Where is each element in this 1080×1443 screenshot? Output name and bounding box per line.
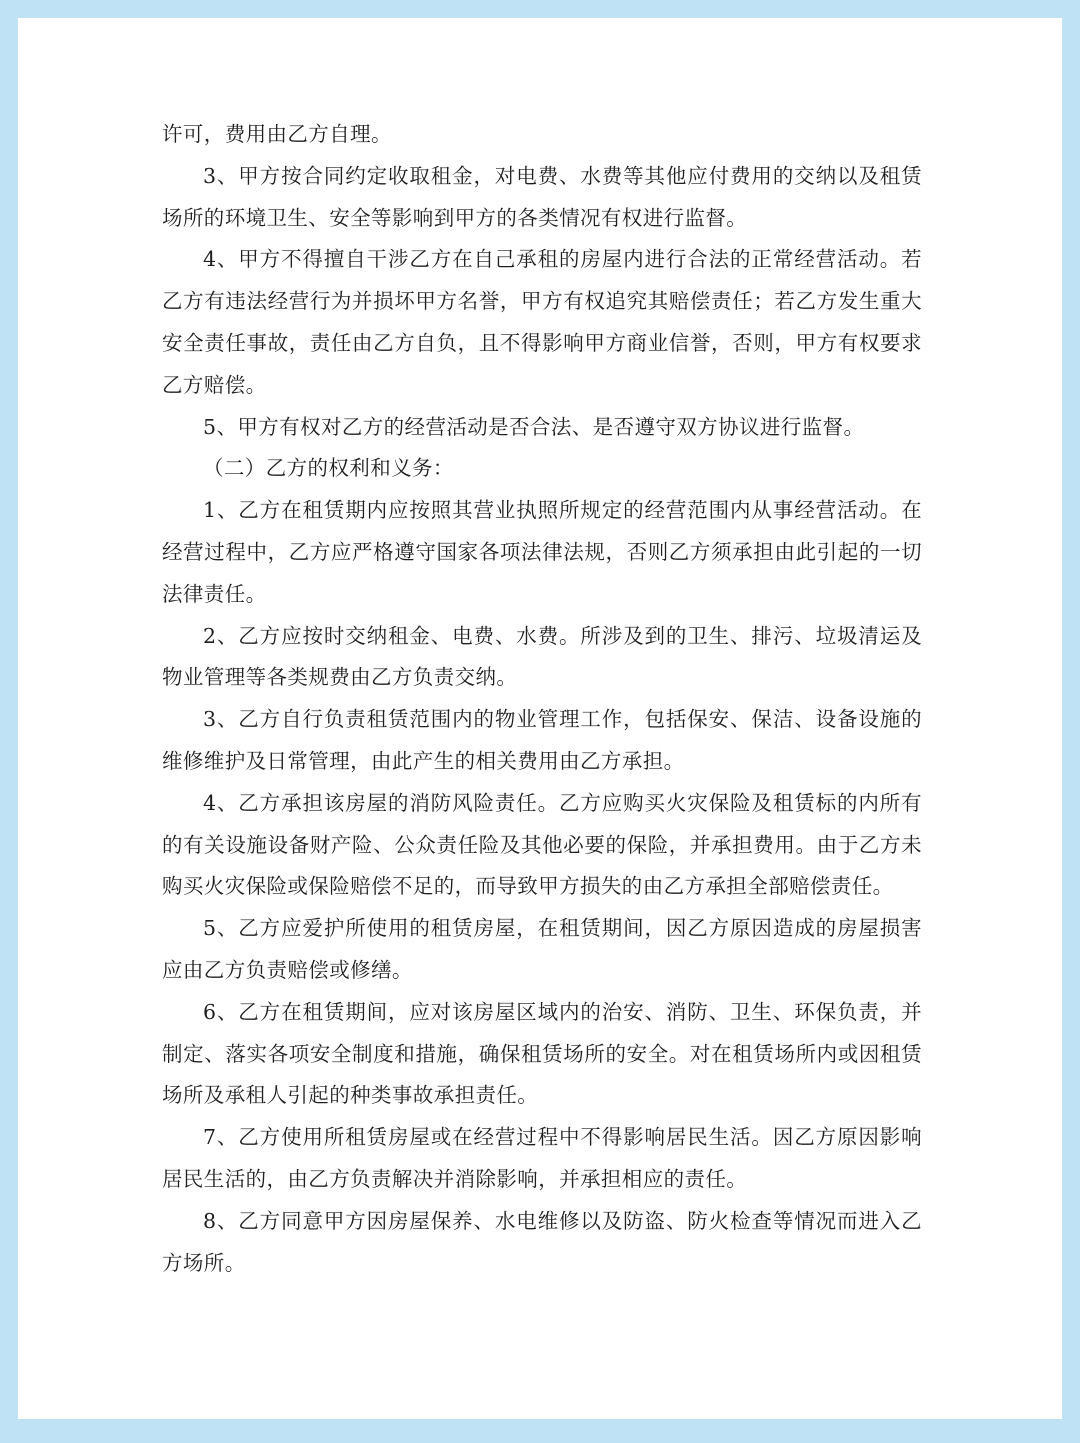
paragraph-lessee-clause-3: 3、乙方自行负责租赁范围内的物业管理工作，包括保安、保洁、设备设施的维修维护及日常管理，由此产生的相关费用由乙方承担。 [162, 707, 922, 773]
section-heading-lessee-rights: （二）乙方的权利和义务： [203, 456, 454, 481]
paragraph-lessee-clause-1: 1、乙方在租赁期内应按照其营业执照所规定的经营范围内从事经营活动。在经营过程中，乙方应严格遵守国家各项法律法规，否则乙方须承担由此引起的一切法律责任。 [162, 498, 922, 606]
paragraph-lessee-clause-2: 2、乙方应按时交纳租金、电费、水费。所涉及到的卫生、排污、垃圾清运及物业管理等各类规费由乙方负责交纳。 [162, 623, 922, 690]
paragraph-lessor-clause-3: 3、甲方按合同约定收取租金，对电费、水费等其他应付费用的交纳以及租赁场所的环境卫生、安全等影响到甲方的各类情况有权进行监督。 [162, 163, 922, 230]
paragraph-lessee-clause-6: 6、乙方在租赁期间，应对该房屋区域内的治安、消防、卫生、环保负责，并制定、落实各项安全制度和措施，确保租赁场所的安全。对在租赁场所内或因租赁场所及承租人引起的种类事故承担责任。 [162, 999, 922, 1108]
paragraph-lessor-clause-5: 5、甲方有权对乙方的经营活动是否合法、是否遵守双方协议进行监督。 [203, 414, 865, 439]
paragraph-lessor-clause-4: 4、甲方不得擅自干涉乙方在自己承租的房屋内进行合法的正常经营活动。若乙方有违法经营行为并损坏甲方名誉，甲方有权追究其赔偿责任；若乙方发生重大安全责任事故，责任由乙方自负，且不得影响甲方商业信誉，否则，甲方有权要求乙方赔偿。 [162, 247, 922, 397]
paragraph-continuation: 许可，费用由乙方自理。 [162, 122, 392, 146]
paragraph-lessee-clause-5: 5、乙方应爱护所使用的租赁房屋，在租赁期间，因乙方原因造成的房屋损害应由乙方负责赔偿或修缮。 [162, 916, 922, 982]
paragraph-lessee-clause-4: 4、乙方承担该房屋的消防风险责任。乙方应购买火灾保险及租赁标的内所有的有关设施设备财产险、公众责任险及其他必要的保险，并承担费用。由于乙方未购买火灾保险或保险赔偿不足的，而导致甲方损失的由乙方承担全部赔偿责任。 [162, 790, 922, 899]
document-body [162, 114, 922, 1284]
document-page [18, 18, 1062, 1419]
paragraph-lessee-clause-7: 7、乙方使用所租赁房屋或在经营过程中不得影响居民生活。因乙方原因影响居民生活的，由乙方负责解决并消除影响，并承担相应的责任。 [162, 1125, 922, 1191]
paragraph-lessee-clause-8: 8、乙方同意甲方因房屋保养、水电维修以及防盗、防火检查等情况而进入乙方场所。 [162, 1208, 922, 1275]
